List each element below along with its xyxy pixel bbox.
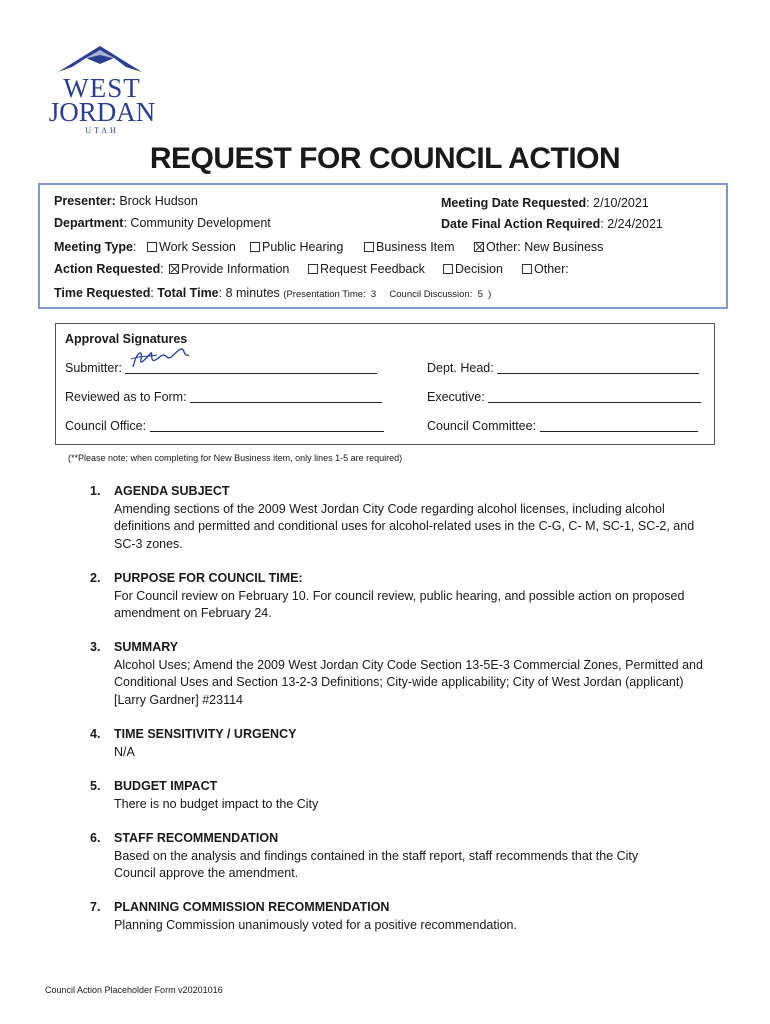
- action-provide-information[interactable]: [169, 262, 289, 276]
- reviewed-label: Reviewed as to Form:: [65, 390, 187, 404]
- reviewed-row: [65, 390, 382, 404]
- council-committee-signature-line[interactable]: [540, 419, 698, 432]
- final-date-label: Date Final Action Required: [441, 217, 601, 231]
- meeting-date-value: 2/10/2021: [593, 196, 649, 210]
- item-number: 3.: [90, 640, 101, 654]
- executive-row: [427, 390, 701, 404]
- action-requested-label-wrap: Action Requested:: [54, 262, 164, 276]
- department-row: Department: Community Development: [54, 216, 271, 230]
- reviewed-signature-line[interactable]: [190, 390, 382, 403]
- form-version-footer: Council Action Placeholder Form v20201016: [45, 985, 223, 995]
- council-office-signature-line[interactable]: [150, 419, 384, 432]
- meeting-type-option-label: Work Session: [159, 240, 236, 254]
- item-number: 2.: [90, 571, 101, 585]
- approval-signatures-heading: Approval Signatures: [65, 332, 188, 346]
- executive-signature-line[interactable]: [488, 390, 701, 403]
- action-decision[interactable]: [443, 262, 503, 276]
- item-heading: STAFF RECOMMENDATION: [114, 831, 279, 845]
- item-body: Alcohol Uses; Amend the 2009 West Jordan City Code Section 13-5E-3 Commercial Zones, Permitted and Conditional Uses and Section 13-2-3 Definitions; City-wide applicability; City of West Jordan (applicant) [Larry Gardner] #23114: [114, 657, 703, 707]
- item-heading: PLANNING COMMISSION RECOMMENDATION: [114, 900, 390, 914]
- list-item-agenda-subject: [90, 483, 710, 553]
- logo-line-2: JORDAN: [48, 97, 156, 127]
- logo: [44, 73, 160, 135]
- department-value: Community Development: [130, 216, 271, 230]
- business-item-checkbox[interactable]: [364, 242, 374, 252]
- final-date-value: 2/24/2021: [607, 217, 663, 231]
- page-title: REQUEST FOR COUNCIL ACTION: [149, 142, 621, 175]
- action-requested-label: Action Requested: [54, 262, 161, 276]
- dept-head-row: [427, 361, 699, 375]
- time-requested-label: Time Requested: [54, 286, 151, 300]
- dept-head-label: Dept. Head:: [427, 361, 494, 375]
- council-committee-label: Council Committee:: [427, 419, 537, 433]
- action-option-label: Other:: [534, 262, 569, 276]
- final-date-row: Date Final Action Required: 2/24/2021: [441, 217, 663, 231]
- provide-information-checkbox-checked[interactable]: [169, 264, 179, 274]
- item-heading: TIME SENSITIVITY / URGENCY: [114, 727, 297, 741]
- approval-signatures-box: [55, 323, 715, 445]
- meeting-type-label-wrap: Meeting Type:: [54, 240, 137, 254]
- item-body: Based on the analysis and findings contained in the staff report, staff recommends that the City Council approve the amendment.: [114, 848, 639, 880]
- executive-label: Executive:: [427, 390, 485, 404]
- meeting-type-public-hearing[interactable]: [250, 240, 343, 254]
- item-number: 6.: [90, 831, 101, 845]
- item-body: There is no budget impact to the City: [114, 796, 319, 811]
- item-body: Planning Commission unanimously voted for a positive recommendation.: [114, 917, 517, 932]
- list-item-purpose: [90, 570, 710, 623]
- item-number: 1.: [90, 484, 101, 498]
- meeting-type-other[interactable]: [474, 240, 603, 254]
- new-business-note: (**Please note: when completing for New Business item, only lines 1-5 are required): [68, 453, 403, 463]
- total-time-value: 8 minutes: [225, 286, 280, 300]
- submitter-label: Submitter:: [65, 361, 122, 375]
- presenter-row: [54, 194, 198, 208]
- council-committee-row: [427, 419, 698, 433]
- item-body: For Council review on February 10. For council review, public hearing, and possible action on proposed amendment on February 24.: [114, 588, 685, 620]
- item-number: 5.: [90, 779, 101, 793]
- list-item-planning-commission: [90, 899, 710, 934]
- meeting-type-option-label: Other: New Business: [486, 240, 604, 254]
- public-hearing-checkbox[interactable]: [250, 242, 260, 252]
- submitter-row: [65, 361, 377, 375]
- item-body: Amending sections of the 2009 West Jordan City Code regarding alcohol licenses, including alcohol definitions and permitted and conditional uses for alcohol-related uses in the C-G, C- M, SC-1, SC-2, and SC-3 zones.: [114, 501, 695, 551]
- request-feedback-checkbox[interactable]: [308, 264, 318, 274]
- total-time-label: Total Time: [157, 286, 219, 300]
- department-label: Department: [54, 216, 124, 230]
- item-heading: PURPOSE FOR COUNCIL TIME:: [114, 571, 303, 585]
- meeting-type-business-item[interactable]: [364, 240, 455, 254]
- action-other-checkbox[interactable]: [522, 264, 532, 274]
- time-breakdown: (Presentation Time: 3 Council Discussion: 5 ): [283, 289, 492, 300]
- submitter-signature-icon: [127, 345, 197, 373]
- meeting-date-label: Meeting Date Requested: [441, 196, 587, 210]
- list-item-time-sensitivity: [90, 726, 710, 761]
- presenter-value: Brock Hudson: [119, 194, 198, 208]
- meeting-type-option-label: Public Hearing: [262, 240, 344, 254]
- list-item-staff-recommendation: [90, 830, 710, 883]
- submitter-signature-line[interactable]: [125, 361, 377, 374]
- meeting-type-work-session[interactable]: [147, 240, 236, 254]
- list-item-budget-impact: [90, 778, 710, 813]
- decision-checkbox[interactable]: [443, 264, 453, 274]
- work-session-checkbox[interactable]: [147, 242, 157, 252]
- action-option-label: Decision: [455, 262, 503, 276]
- meeting-type-label: Meeting Type: [54, 240, 133, 254]
- item-heading: SUMMARY: [114, 640, 179, 654]
- action-request-feedback[interactable]: [308, 262, 425, 276]
- action-other[interactable]: [522, 262, 569, 276]
- meeting-date-row: Meeting Date Requested: 2/10/2021: [441, 196, 649, 210]
- meeting-type-option-label: Business Item: [376, 240, 455, 254]
- council-office-row: [65, 419, 384, 433]
- item-heading: AGENDA SUBJECT: [114, 484, 230, 498]
- item-number: 7.: [90, 900, 101, 914]
- list-item-summary: [90, 639, 710, 709]
- presenter-label: Presenter:: [54, 194, 116, 208]
- council-office-label: Council Office:: [65, 419, 147, 433]
- logo-line-1: WEST: [63, 73, 141, 103]
- time-requested-row: Time Requested: Total Time: 8 minutes (Presentation Time: 3 Council Discussion: 5 ): [54, 286, 492, 300]
- other-checkbox-checked[interactable]: [474, 242, 484, 252]
- request-info-box: [38, 183, 728, 309]
- item-heading: BUDGET IMPACT: [114, 779, 218, 793]
- dept-head-signature-line[interactable]: [497, 361, 699, 374]
- logo-line-3: UTAH: [85, 126, 119, 135]
- action-option-label: Request Feedback: [320, 262, 425, 276]
- item-number: 4.: [90, 727, 101, 741]
- action-option-label: Provide Information: [181, 262, 290, 276]
- item-body: N/A: [114, 744, 135, 759]
